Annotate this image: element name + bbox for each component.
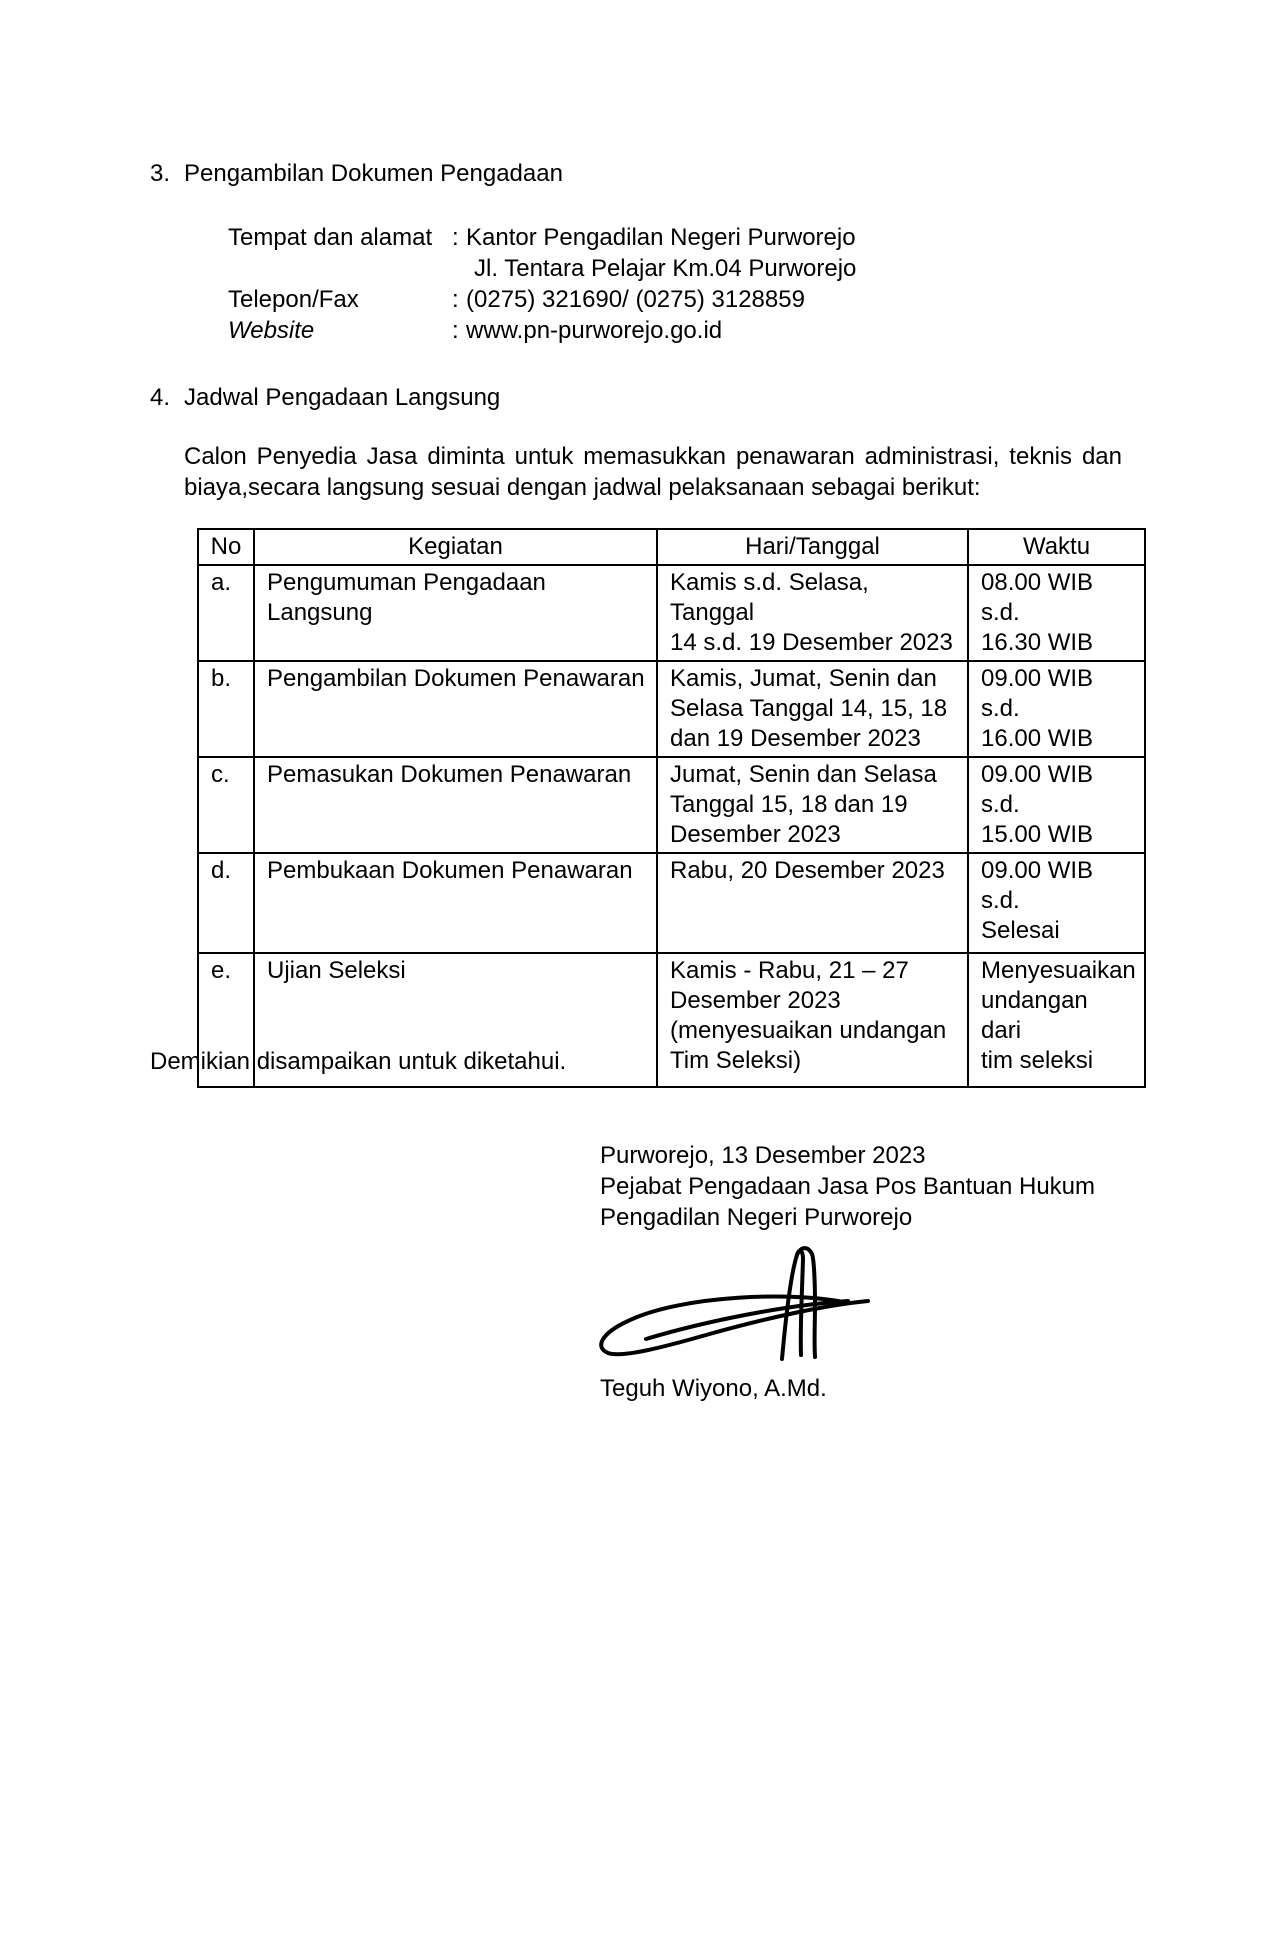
section-3-heading xyxy=(150,160,563,188)
contact-separator: : xyxy=(452,224,459,251)
cell-kegiatan: Ujian Seleksi xyxy=(254,953,657,1087)
signature-title-line1: Pejabat Pengadaan Jasa Pos Bantuan Hukum xyxy=(600,1173,1096,1200)
contact-label-tempat: Tempat dan alamat xyxy=(228,224,433,251)
section-3-number: 3. xyxy=(150,160,171,187)
intro-line-1: Calon Penyedia Jasa diminta untuk memasukkan penawaran administrasi, teknis dan xyxy=(184,443,1122,470)
contact-separator: : xyxy=(452,317,459,344)
cell-waktu: 09.00 WIB s.d. Selesai xyxy=(968,853,1145,953)
contact-row-alamat-cont xyxy=(228,253,856,284)
contact-row-telepon xyxy=(228,284,856,315)
table-header-row xyxy=(198,529,1145,565)
cell-kegiatan: Pembukaan Dokumen Penawaran xyxy=(254,853,657,953)
table-header-hari-tanggal: Hari/Tanggal xyxy=(657,529,968,565)
table-row xyxy=(198,565,1145,661)
contact-block xyxy=(228,222,856,346)
cell-hari-tanggal: Kamis - Rabu, 21 – 27 Desember 2023 (menyesuaikan undangan Tim Seleksi) xyxy=(657,953,968,1087)
schedule-table xyxy=(197,528,1146,1088)
contact-row-tempat xyxy=(228,222,856,253)
contact-value-alamat: Jl. Tentara Pelajar Km.04 Purworejo xyxy=(474,255,857,282)
cell-waktu: 09.00 WIB s.d. 16.00 WIB xyxy=(968,661,1145,757)
cell-kegiatan: Pengumuman Pengadaan Langsung xyxy=(254,565,657,661)
contact-value-website: www.pn-purworejo.go.id xyxy=(466,317,723,344)
contact-label-website: Website xyxy=(228,317,315,344)
cell-hari-tanggal: Rabu, 20 Desember 2023 xyxy=(657,853,968,953)
cell-waktu: Menyesuaikan undangan dari tim seleksi xyxy=(968,953,1145,1087)
contact-value-tempat: Kantor Pengadilan Negeri Purworejo xyxy=(466,224,856,251)
cell-kegiatan: Pengambilan Dokumen Penawaran xyxy=(254,661,657,757)
section-4-heading xyxy=(150,384,500,412)
table-header-kegiatan: Kegiatan xyxy=(254,529,657,565)
signature-name: Teguh Wiyono, A.Md. xyxy=(600,1375,827,1402)
cell-hari-tanggal: Kamis s.d. Selasa, Tanggal 14 s.d. 19 Desember 2023 xyxy=(657,565,968,661)
signature-title-line2: Pengadilan Negeri Purworejo xyxy=(600,1204,913,1231)
section-4-title: Jadwal Pengadaan Langsung xyxy=(184,384,501,411)
cell-hari-tanggal: Jumat, Senin dan Selasa Tanggal 15, 18 dan 19 Desember 2023 xyxy=(657,757,968,853)
handwritten-signature-icon xyxy=(586,1243,886,1369)
cell-no: e. xyxy=(198,953,254,1087)
section-4-intro-paragraph xyxy=(184,441,1122,503)
cell-waktu: 08.00 WIB s.d. 16.30 WIB xyxy=(968,565,1145,661)
table-header-waktu: Waktu xyxy=(968,529,1145,565)
table-header-no: No xyxy=(198,529,254,565)
section-4-number: 4. xyxy=(150,384,171,411)
signature-block xyxy=(600,1140,1095,1404)
cell-waktu: 09.00 WIB s.d. 15.00 WIB xyxy=(968,757,1145,853)
cell-kegiatan: Pemasukan Dokumen Penawaran xyxy=(254,757,657,853)
intro-line-2: biaya,secara langsung sesuai dengan jadwal pelaksanaan sebagai berikut: xyxy=(184,474,981,501)
contact-row-website xyxy=(228,315,856,346)
cell-no: a. xyxy=(198,565,254,661)
signature-place-date: Purworejo, 13 Desember 2023 xyxy=(600,1142,926,1169)
section-3-title: Pengambilan Dokumen Pengadaan xyxy=(184,160,563,187)
contact-separator: : xyxy=(452,286,459,313)
table-row xyxy=(198,853,1145,953)
table-row xyxy=(198,757,1145,853)
cell-no: c. xyxy=(198,757,254,853)
contact-label-telepon: Telepon/Fax xyxy=(228,286,359,313)
contact-value-telepon: (0275) 321690/ (0275) 3128859 xyxy=(466,286,805,313)
table-row xyxy=(198,661,1145,757)
cell-hari-tanggal: Kamis, Jumat, Senin dan Selasa Tanggal 14, 15, 18 dan 19 Desember 2023 xyxy=(657,661,968,757)
cell-no: b. xyxy=(198,661,254,757)
closing-statement: Demikian disampaikan untuk diketahui. xyxy=(150,1048,567,1075)
cell-no: d. xyxy=(198,853,254,953)
